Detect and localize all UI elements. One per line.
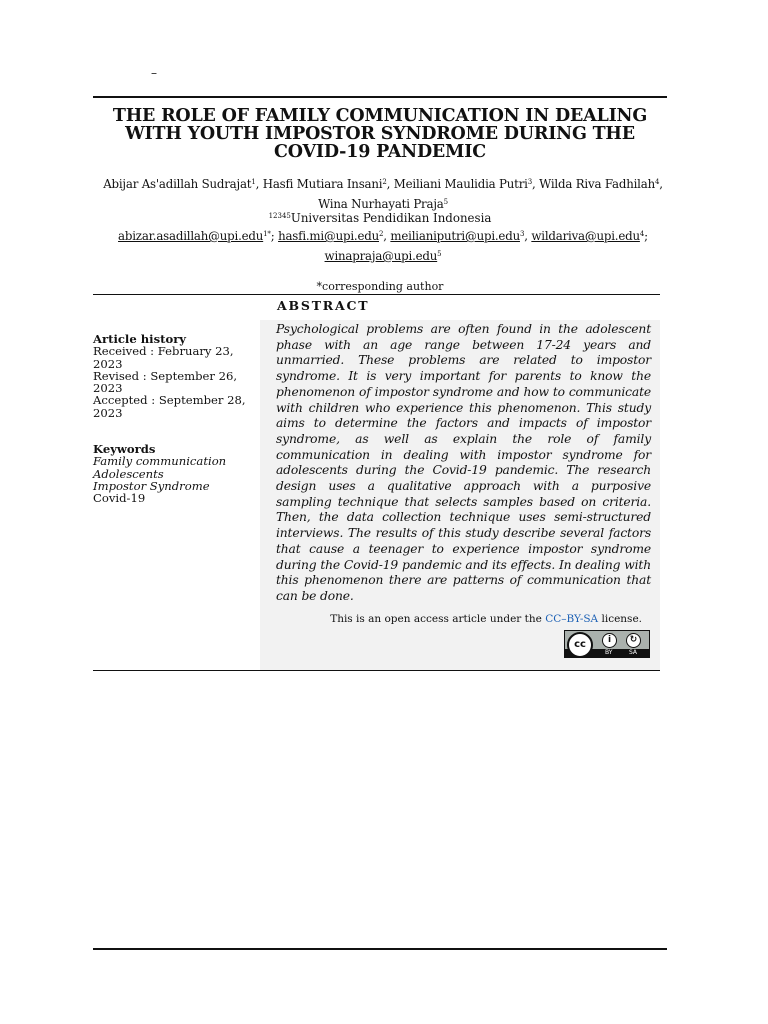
- author-name: Wina Nurhayati Praja: [318, 197, 444, 211]
- email-link[interactable]: wildariva@upi.edu: [531, 229, 640, 243]
- abstract-text: Psychological problems are often found in the adolescent phase with an age range between 17-24 years and unmarried. These problems are related to impostor syndrome. It is very important for parents to know the phenomenon of impostor syndrome and how to communicate with children who experience this phenomenon. This study aims to determine the factors and impacts of impostor syndrome, as well as explain the role of family communication in dealing with impostor syndrome for adolescents during the Covid-19 pandemic. The research design uses a qualitative approach with a purposive sampling technique that selects samples based on criteria. Then, the data collection technique uses semi-structured interviews. The results of this study describe several factors that cause a teenager to experience impostor syndrome during the Covid-19 pandemic and its effects. In dealing with this phenomenon there are patterns of communication that can be done.: [276, 322, 651, 603]
- article-info: [93, 333, 253, 505]
- cc-by-sa-badge[interactable]: [564, 630, 650, 658]
- email-link[interactable]: abizar.asadillah@upi.edu: [118, 229, 264, 243]
- license-note: This is an open access article under the CC–BY-SA license.: [330, 613, 642, 625]
- header-dash: –: [151, 66, 157, 80]
- keywords-heading: Keywords: [93, 442, 156, 457]
- author-name: Abijar As'adillah Sudrajat: [103, 177, 252, 191]
- abstract-heading: ABSTRACT: [277, 298, 370, 313]
- received-date: Received : February 23, 2023: [93, 344, 234, 371]
- by-label: BY: [605, 649, 613, 656]
- affiliation: $^{12345}$Universitas Pendidikan Indonesia: [268, 211, 492, 225]
- author-name: Meiliani Maulidia Putri: [393, 177, 528, 191]
- paper-title: THE ROLE OF FAMILY COMMUNICATION IN DEALING WITH YOUTH IMPOSTOR SYNDROME DURING THE COVID-19 PANDEMIC: [112, 106, 648, 162]
- author-name: Wilda Riva Fadhilah: [539, 177, 655, 191]
- abstract-bottom-rule: [93, 670, 660, 671]
- email-link[interactable]: hasfi.mi@upi.edu: [278, 229, 379, 243]
- email-list: abizar.asadillah@upi.edu$^{1*}$; hasfi.mi@upi.edu$^2$, meilianiputri@upi.edu$^3$, wildariva@upi.edu$^4$; winapraja@upi.edu$^5$: [118, 229, 648, 263]
- sa-label: SA: [629, 649, 638, 656]
- accepted-date: Accepted : September 28, 2023: [93, 393, 246, 420]
- footer-rule: [93, 948, 667, 950]
- email-link[interactable]: winapraja@upi.edu: [324, 249, 438, 263]
- top-rule: [93, 96, 667, 98]
- license-link[interactable]: CC–BY-SA: [545, 613, 599, 625]
- share-alike-icon: ↻: [626, 633, 641, 648]
- history-heading: Article history: [93, 332, 187, 346]
- corresponding-note: *corresponding author: [316, 280, 444, 293]
- author-list: Abijar As'adillah Sudrajat$^1$, Hasfi Mutiara Insani$^2$, Meiliani Maulidia Putri$^3$, Wilda Riva Fadhilah$^4$, Wina Nurhayati Praja$^5$: [103, 177, 663, 211]
- keyword: Covid-19: [93, 491, 146, 506]
- abstract-top-rule: [93, 294, 660, 295]
- email-link[interactable]: meilianiputri@upi.edu: [390, 229, 520, 243]
- keyword: Family communication: [93, 454, 227, 469]
- author-name: Hasfi Mutiara Insani: [262, 177, 383, 191]
- keyword: Adolescents: [93, 466, 164, 481]
- keyword: Impostor Syndrome: [93, 478, 210, 493]
- attribution-icon: i: [602, 633, 617, 648]
- revised-date: Revised : September 26, 2023: [93, 368, 238, 396]
- cc-icon: cc: [567, 632, 593, 658]
